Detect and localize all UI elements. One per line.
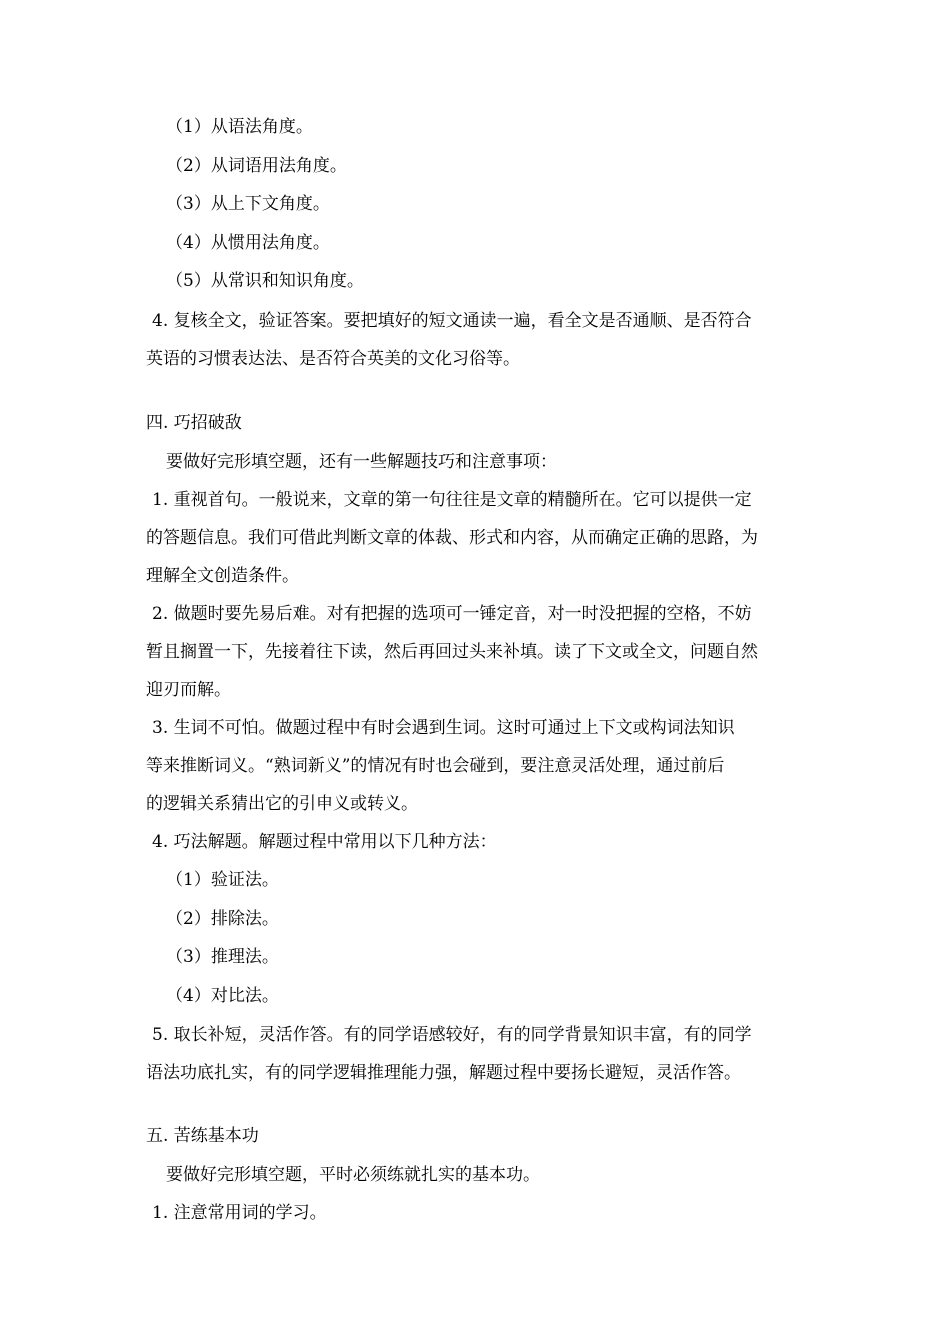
s4-item-5-line-2: 语法功底扎实，有的同学逻辑推理能力强，解题过程中要扬长避短，灵活作答。 xyxy=(146,1063,741,1083)
s5-item-1: 1. 注意常用词的学习。 xyxy=(152,1203,327,1223)
s4-item-3-line-1: 3. 生词不可怕。做题过程中有时会遇到生词。这时可通过上下文或构词法知识 xyxy=(152,718,735,738)
s4-item-4-line-1: 4. 巧法解题。解题过程中常用以下几种方法： xyxy=(152,832,497,852)
s4-item-1-line-3: 理解全文创造条件。 xyxy=(146,566,299,586)
item-4-line-1: 4. 复核全文，验证答案。要把填好的短文通读一遍，看全文是否通顺、是否符合 xyxy=(152,311,752,331)
step-3: （3）从上下文角度。 xyxy=(166,194,330,214)
step-4: （4）从惯用法角度。 xyxy=(166,233,330,253)
s4-item-3-line-2: 等来推断词义。“熟词新义”的情况有时也会碰到，要注意灵活处理，通过前后 xyxy=(146,756,725,776)
s4-item-2-line-2: 暂且搁置一下，先接着往下读，然后再回过头来补填。读了下文或全文，问题自然 xyxy=(146,642,758,662)
section-4-heading: 四. 巧招破敌 xyxy=(146,413,242,433)
method-1: （1）验证法。 xyxy=(166,870,279,890)
item-4-line-2: 英语的习惯表达法、是否符合英美的文化习俗等。 xyxy=(146,349,520,369)
s4-item-3-line-3: 的逻辑关系猜出它的引申义或转义。 xyxy=(146,794,418,814)
section-5-heading: 五. 苦练基本功 xyxy=(146,1126,259,1146)
section-5-intro: 要做好完形填空题，平时必须练就扎实的基本功。 xyxy=(166,1165,540,1185)
step-2: （2）从词语用法角度。 xyxy=(166,156,347,176)
step-1: （1）从语法角度。 xyxy=(166,117,313,137)
s4-item-5-line-1: 5. 取长补短，灵活作答。有的同学语感较好，有的同学背景知识丰富，有的同学 xyxy=(152,1025,752,1045)
method-3: （3）推理法。 xyxy=(166,947,279,967)
section-4-intro: 要做好完形填空题，还有一些解题技巧和注意事项： xyxy=(166,452,557,472)
s4-item-2-line-1: 2. 做题时要先易后难。对有把握的选项可一锤定音，对一时没把握的空格，不妨 xyxy=(152,604,752,624)
method-4: （4）对比法。 xyxy=(166,986,279,1006)
s4-item-2-line-3: 迎刃而解。 xyxy=(146,680,231,700)
s4-item-1-line-1: 1. 重视首句。一般说来，文章的第一句往往是文章的精髓所在。它可以提供一定 xyxy=(152,490,752,510)
s4-item-1-line-2: 的答题信息。我们可借此判断文章的体裁、形式和内容，从而确定正确的思路，为 xyxy=(146,528,758,548)
method-2: （2）排除法。 xyxy=(166,909,279,929)
step-5: （5）从常识和知识角度。 xyxy=(166,271,364,291)
